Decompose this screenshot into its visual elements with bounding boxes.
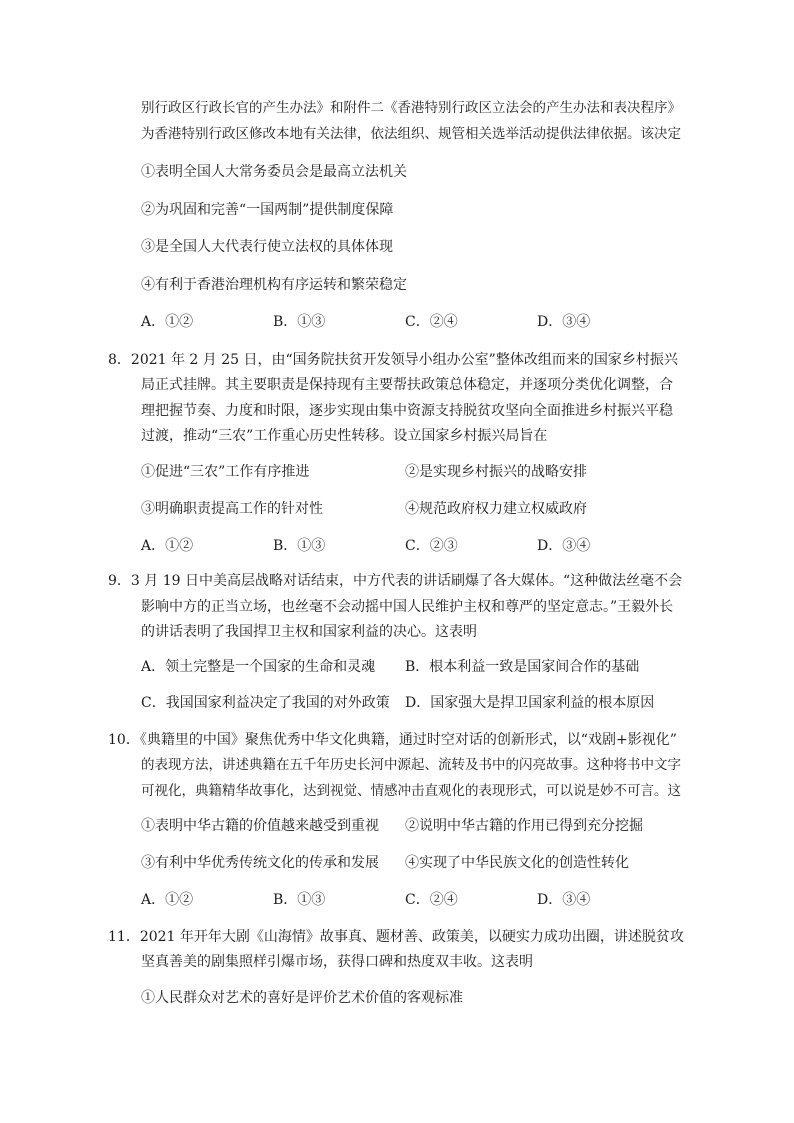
q7-choice-d[interactable]: D．③④ xyxy=(537,314,591,330)
q8-choice-c[interactable]: C．②③ xyxy=(405,538,458,554)
q8-item: ④规范政府权力建立权威政府 xyxy=(405,501,587,517)
q7-item: ③是全国人大代表行使立法权的具体体现 xyxy=(141,239,393,255)
q9-text-line: 9．3 月 19 日中美高层战略对话结束，中方代表的讲话刷爆了各大媒体。“这种做法丝毫不会 xyxy=(108,573,683,589)
q10-choice-c[interactable]: C．②④ xyxy=(405,892,458,908)
q10-item: ②说明中华古籍的作用已得到充分挖掘 xyxy=(405,818,643,834)
q10-item: ④实现了中华民族文化的创造性转化 xyxy=(405,855,629,871)
q11-item: ①人民群众对艺术的喜好是评价艺术价值的客观标准 xyxy=(141,990,463,1006)
q8-text-line: 理把握节奏、力度和时限，逐步实现由集中资源支持脱贫攻坚向全面推进乡村振兴平稳 xyxy=(141,403,673,419)
q8-item: ②是实现乡村振兴的战略安排 xyxy=(405,464,587,480)
q10-text-line: 的表现方法，讲述典籍在五千年历史长河中源起、流转及书中的闪亮故事。这种将书中文字 xyxy=(141,757,681,773)
q9-choice-b[interactable]: B．根本利益一致是国家间合作的基础 xyxy=(405,659,640,675)
q10-choice-d[interactable]: D．③④ xyxy=(537,892,591,908)
q7-text-line: 为香港特别行政区修改本地有关法律，依法组织、规管相关选举活动提供法律依据。该决定 xyxy=(141,126,681,142)
q9-text-line: 影响中方的正当立场，也丝毫不会动摇中国人民维护主权和尊严的坚定意志。”王毅外长 xyxy=(141,599,674,615)
q7-choice-b[interactable]: B．①③ xyxy=(273,314,326,330)
q9-text-line: 的讲话表明了我国捍卫主权和国家利益的决心。这表明 xyxy=(141,624,477,640)
q7-item: ②为巩固和完善“一国两制”提供制度保障 xyxy=(141,202,394,218)
q9-choice-d[interactable]: D．国家强大是捍卫国家利益的根本原因 xyxy=(405,695,655,711)
q7-choice-a[interactable]: A．①② xyxy=(141,314,194,330)
q8-item: ③明确职责提高工作的针对性 xyxy=(141,501,323,517)
q7-item: ④有利于香港治理机构有序运转和繁荣稳定 xyxy=(141,277,407,293)
q8-choice-d[interactable]: D．③④ xyxy=(537,538,591,554)
q7-item: ①表明全国人大常务委员会是最高立法机关 xyxy=(141,164,407,180)
q9-choice-c[interactable]: C．我国国家利益决定了我国的对外政策 xyxy=(141,695,390,711)
q8-text-line: 过渡，推动“三农”工作重心历史性转移。设立国家乡村振兴局旨在 xyxy=(141,428,548,444)
q11-text-line: 坚真善美的剧集照样引爆市场，获得口碑和热度双丰收。这表明 xyxy=(141,954,533,970)
q10-text-line: 可视化，典籍精华故事化，达到视觉、情感冲击直观化的表现形式，可以说是妙不可言。这 xyxy=(141,783,681,799)
q8-choice-b[interactable]: B．①③ xyxy=(273,538,326,554)
q9-choice-a[interactable]: A．领土完整是一个国家的生命和灵魂 xyxy=(141,659,376,675)
q8-text-line: 局正式挂牌。其主要职责是保持现有主要帮扶政策总体稳定，并逐项分类优化调整，合 xyxy=(141,377,673,393)
q10-item: ①表明中华古籍的价值越来越受到重视 xyxy=(141,818,379,834)
q7-choice-c[interactable]: C．②④ xyxy=(405,314,458,330)
q10-item: ③有利中华优秀传统文化的传承和发展 xyxy=(141,855,379,871)
q8-choice-a[interactable]: A．①② xyxy=(141,538,194,554)
q8-item: ①促进“三农”工作有序推进 xyxy=(141,464,310,480)
q10-choice-a[interactable]: A．①② xyxy=(141,892,194,908)
q11-text-line: 11．2021 年开年大剧《山海情》故事真、题材善、政策美，以硬实力成功出圈，讲述脱贫攻 xyxy=(108,929,684,945)
q10-choice-b[interactable]: B．①③ xyxy=(273,892,326,908)
q8-text-line: 8．2021 年 2 月 25 日，由“国务院扶贫开发领导小组办公室”整体改组而来的国家乡村振兴 xyxy=(108,352,678,368)
q10-text-line: 10．《典籍里的中国》聚焦优秀中华文化典籍，通过时空对话的创新形式，以“戏剧+影视化” xyxy=(108,732,677,748)
q7-text-line: 别行政区行政长官的产生办法》和附件二《香港特别行政区立法会的产生办法和表决程序》 xyxy=(141,100,681,116)
